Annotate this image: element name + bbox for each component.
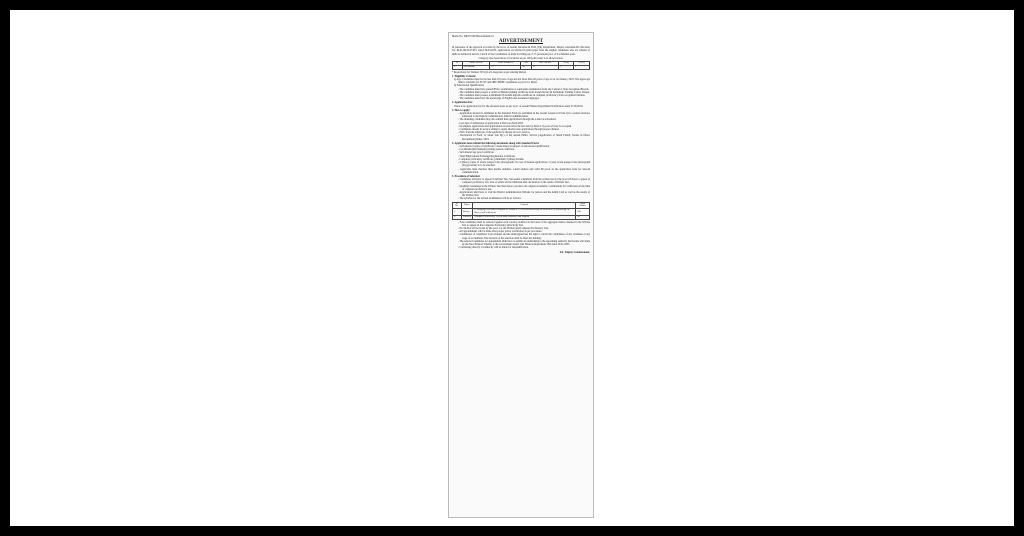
table-header: Sl. <box>453 62 463 66</box>
section-item: - The candidate must possess a valid Lat Mandal training certificate from Assam Survey & Settlement Training Centre, Dispur. <box>458 90 590 94</box>
section-item: - Self attested age proof certificate. <box>458 151 495 155</box>
intro-paragraph: In pursuance of the approval accorded by the Govt. of Assam, Revenue & D.M. (LR) Department, Dispur, Guwahati-06 vide letter No. RLR.162/2017/Pt/1 dated 29.03.2023, applications are invited in plain paper from the eligible candidates who are citizens of India as defined in Article 5 and 6 of the Constitution of India for filling up of 17 (seventeen) nos. of Lat Mandal posts. <box>452 46 590 56</box>
section-item: - Declaration in Form 'A' under rule 8(1) of the Assam Public Service (Application of Small Family Norms in Direct Recruitment) Rules, 2019. <box>458 134 590 141</box>
vacancy-table <box>452 61 590 70</box>
table-cell: 50 <box>576 215 590 219</box>
section-item: a) Age: Candidates must not be less than 18 years of age and not more than 40 years of age as on 1st January, 2023. The upper age limit is relaxable for SC/ST and OBC/MOBC candidates as per Govt. Rules. <box>454 78 590 85</box>
table-cell: 10 <box>521 65 532 69</box>
section-item: - The candidate must possess a minimum 03 months diploma certificate in computer proficiency from recognized institute. <box>458 94 586 98</box>
table-header: Name of Post <box>462 62 490 66</box>
section-heading: 5. Procedure of Selection: <box>452 174 481 178</box>
section-item: - Applicants must mention their mobile numbers, e-mail address and valid ID proof on the application form for smooth communication. <box>458 167 590 174</box>
closing-item: - The selected candidates for appointment shall have to submit an undertaking to the appointing authority that he/she will abide by the New Pension Scheme of the Government issued vide Finance Department OM dated 29.01.2005. <box>458 239 590 246</box>
section-item: - Valid Employment Exchange Registration Certificate. <box>458 154 516 158</box>
table-cell: 1. <box>453 209 462 216</box>
section-item: - Last date of submission of application is fixed on 29.04.2023. <box>458 121 524 125</box>
section-item: - Self-attested copies of certificates / mark sheets in support of educational qualification. <box>458 145 550 149</box>
table-header: UR <box>521 62 532 66</box>
signature: Sd/- Deputy Commissioner, <box>559 251 590 255</box>
reservation-note: * Reservation for Women: 30% (in all categories as per existing Rules). <box>452 70 527 74</box>
closing-item: - Candidature of candidates is provisional and the undersigned has the right to cancel the candidature of any candidate at any stage of recruitment. The decision of the selection shall be final and binding. <box>458 233 590 240</box>
section-item: b) Educational Qualification: <box>454 84 485 88</box>
section-heading: 3. How to apply: <box>452 108 471 112</box>
table-header: Total Marks <box>576 202 590 209</box>
section-heading: 1. Eligibility Criteria: <box>452 74 476 78</box>
section-item: - Computer proficiency certificate ( minimum 3 (three) months. <box>458 157 525 161</box>
syllabus-table <box>452 202 590 220</box>
page-frame <box>10 10 1014 526</box>
table-cell: 100 <box>576 209 590 216</box>
closing-items <box>452 221 590 250</box>
closing-item: - No TA/DA will be borne by the Govt. for the Written Test/Computer Proficiency Test. <box>458 226 549 230</box>
table-cell: 2 <box>559 65 574 69</box>
closing-item: - Canvassing directly or indirectly will be liable for disqualification. <box>458 246 529 250</box>
table-cell: 2. <box>453 215 462 219</box>
section-item: - 2 (three) copies of recent passport size photographs. In case of manual applications 1 (one) recent passport size photograph (in jpg format) is to be attached. <box>458 161 590 168</box>
section-item: - The intending candidates may also submit their applications through the e-mail as advertised. <box>458 118 557 122</box>
sections-container <box>452 75 590 201</box>
section-item: - Incomplete applications and applications received after the last date by hand or by post will not be accepted. <box>458 124 572 128</box>
table-header: ST(H) <box>574 62 590 66</box>
section-item: - Applications shall have to visit the District Administration Website for notices and the Admit Card as well as the results of the Written Test. <box>458 190 590 198</box>
table-cell: Practical <box>462 214 472 218</box>
section-item: - Candidates will have to appear in Written Test. Successful candidates from the written test for the post will have to appear in computer proficiency test, date of which will be intimated after declaration of the result of Written Test. <box>458 178 590 185</box>
table-header: Sl No. <box>453 202 462 209</box>
section-item: - Candidates already in service willing to apply should route applications through proper channel. <box>458 128 560 132</box>
table-header: Total Vacancies <box>490 62 521 66</box>
table-header: Paper <box>461 202 472 209</box>
section-item: - The candidate must have the knowledge of English and Assamese languages. <box>458 97 540 101</box>
section-item: There is no application fee for the aforesaid posts as per Govt. of Assam Finance Department Notification dated 27.09.2019. <box>454 104 584 108</box>
section-item: - Application should be submitted in the Standard Form (as published in the Assam Gazette in Form-I) in a sealed envelope addressed to the Deputy Commissioner, District Administration. <box>458 112 590 119</box>
table-cell: 1. <box>453 65 463 69</box>
closing-item: - Four candidates shall be selected against each vacancy notified on the basis of the aggregate marks obtained in the Written Test to appear in the Computer Proficiency (Practical) Test. <box>458 220 590 227</box>
section-item: - The candidate must have passed HSLC examination or equivalent examination from any Central or State recognized Boards. <box>458 87 590 91</box>
table-caption: Category wise reservation of vacancies as per 100 point roster is as shown below: <box>478 56 564 60</box>
table-header: ST(P) <box>559 62 574 66</box>
table-row <box>453 215 590 219</box>
section-item: - The syllabus for the written examination will be as follows: <box>458 197 522 201</box>
table-cell: Computer Proficiency Test in both Assamese and English <box>473 215 576 219</box>
table-cell: 4 <box>532 65 559 69</box>
section-heading: 2. Application Fee: <box>452 101 473 105</box>
table-cell: 1) Language test both in English & Assamese 2) General knowledge & awareness 3) Knowledge on Survey and Settlement <box>473 209 576 216</box>
document-title: ADVERTISEMENT <box>499 39 543 45</box>
section-item: - Qualified candidates in the Written Test must have to produce all original documents / testimonials for verification at the time of computer proficiency test. <box>458 184 590 191</box>
section-item: - NOC from the employer, if the applicant is already in Govt. service. <box>458 131 531 135</box>
advertisement-document <box>448 32 594 518</box>
section-heading: 4. Applicants must submit the following documents along with Standard Form: <box>452 141 540 145</box>
table-cell: Lat Mandal <box>462 65 490 69</box>
memo-number: Memo No. DR/07/2023/Recruitment/14 <box>452 35 494 38</box>
table-row <box>453 65 590 69</box>
closing-item: - All appointments will be made after proper police verification as per procedure. <box>458 230 543 234</box>
table-header: Content <box>473 202 576 209</box>
table-cell: 1 <box>574 65 590 69</box>
table-cell: 17 <box>490 65 521 69</box>
table-header: OBC/MOBC <box>532 62 559 66</box>
section-item: - Lat Mandal (Recruitment) training passed certificate. <box>458 148 515 152</box>
table-cell: Theory <box>461 209 472 216</box>
